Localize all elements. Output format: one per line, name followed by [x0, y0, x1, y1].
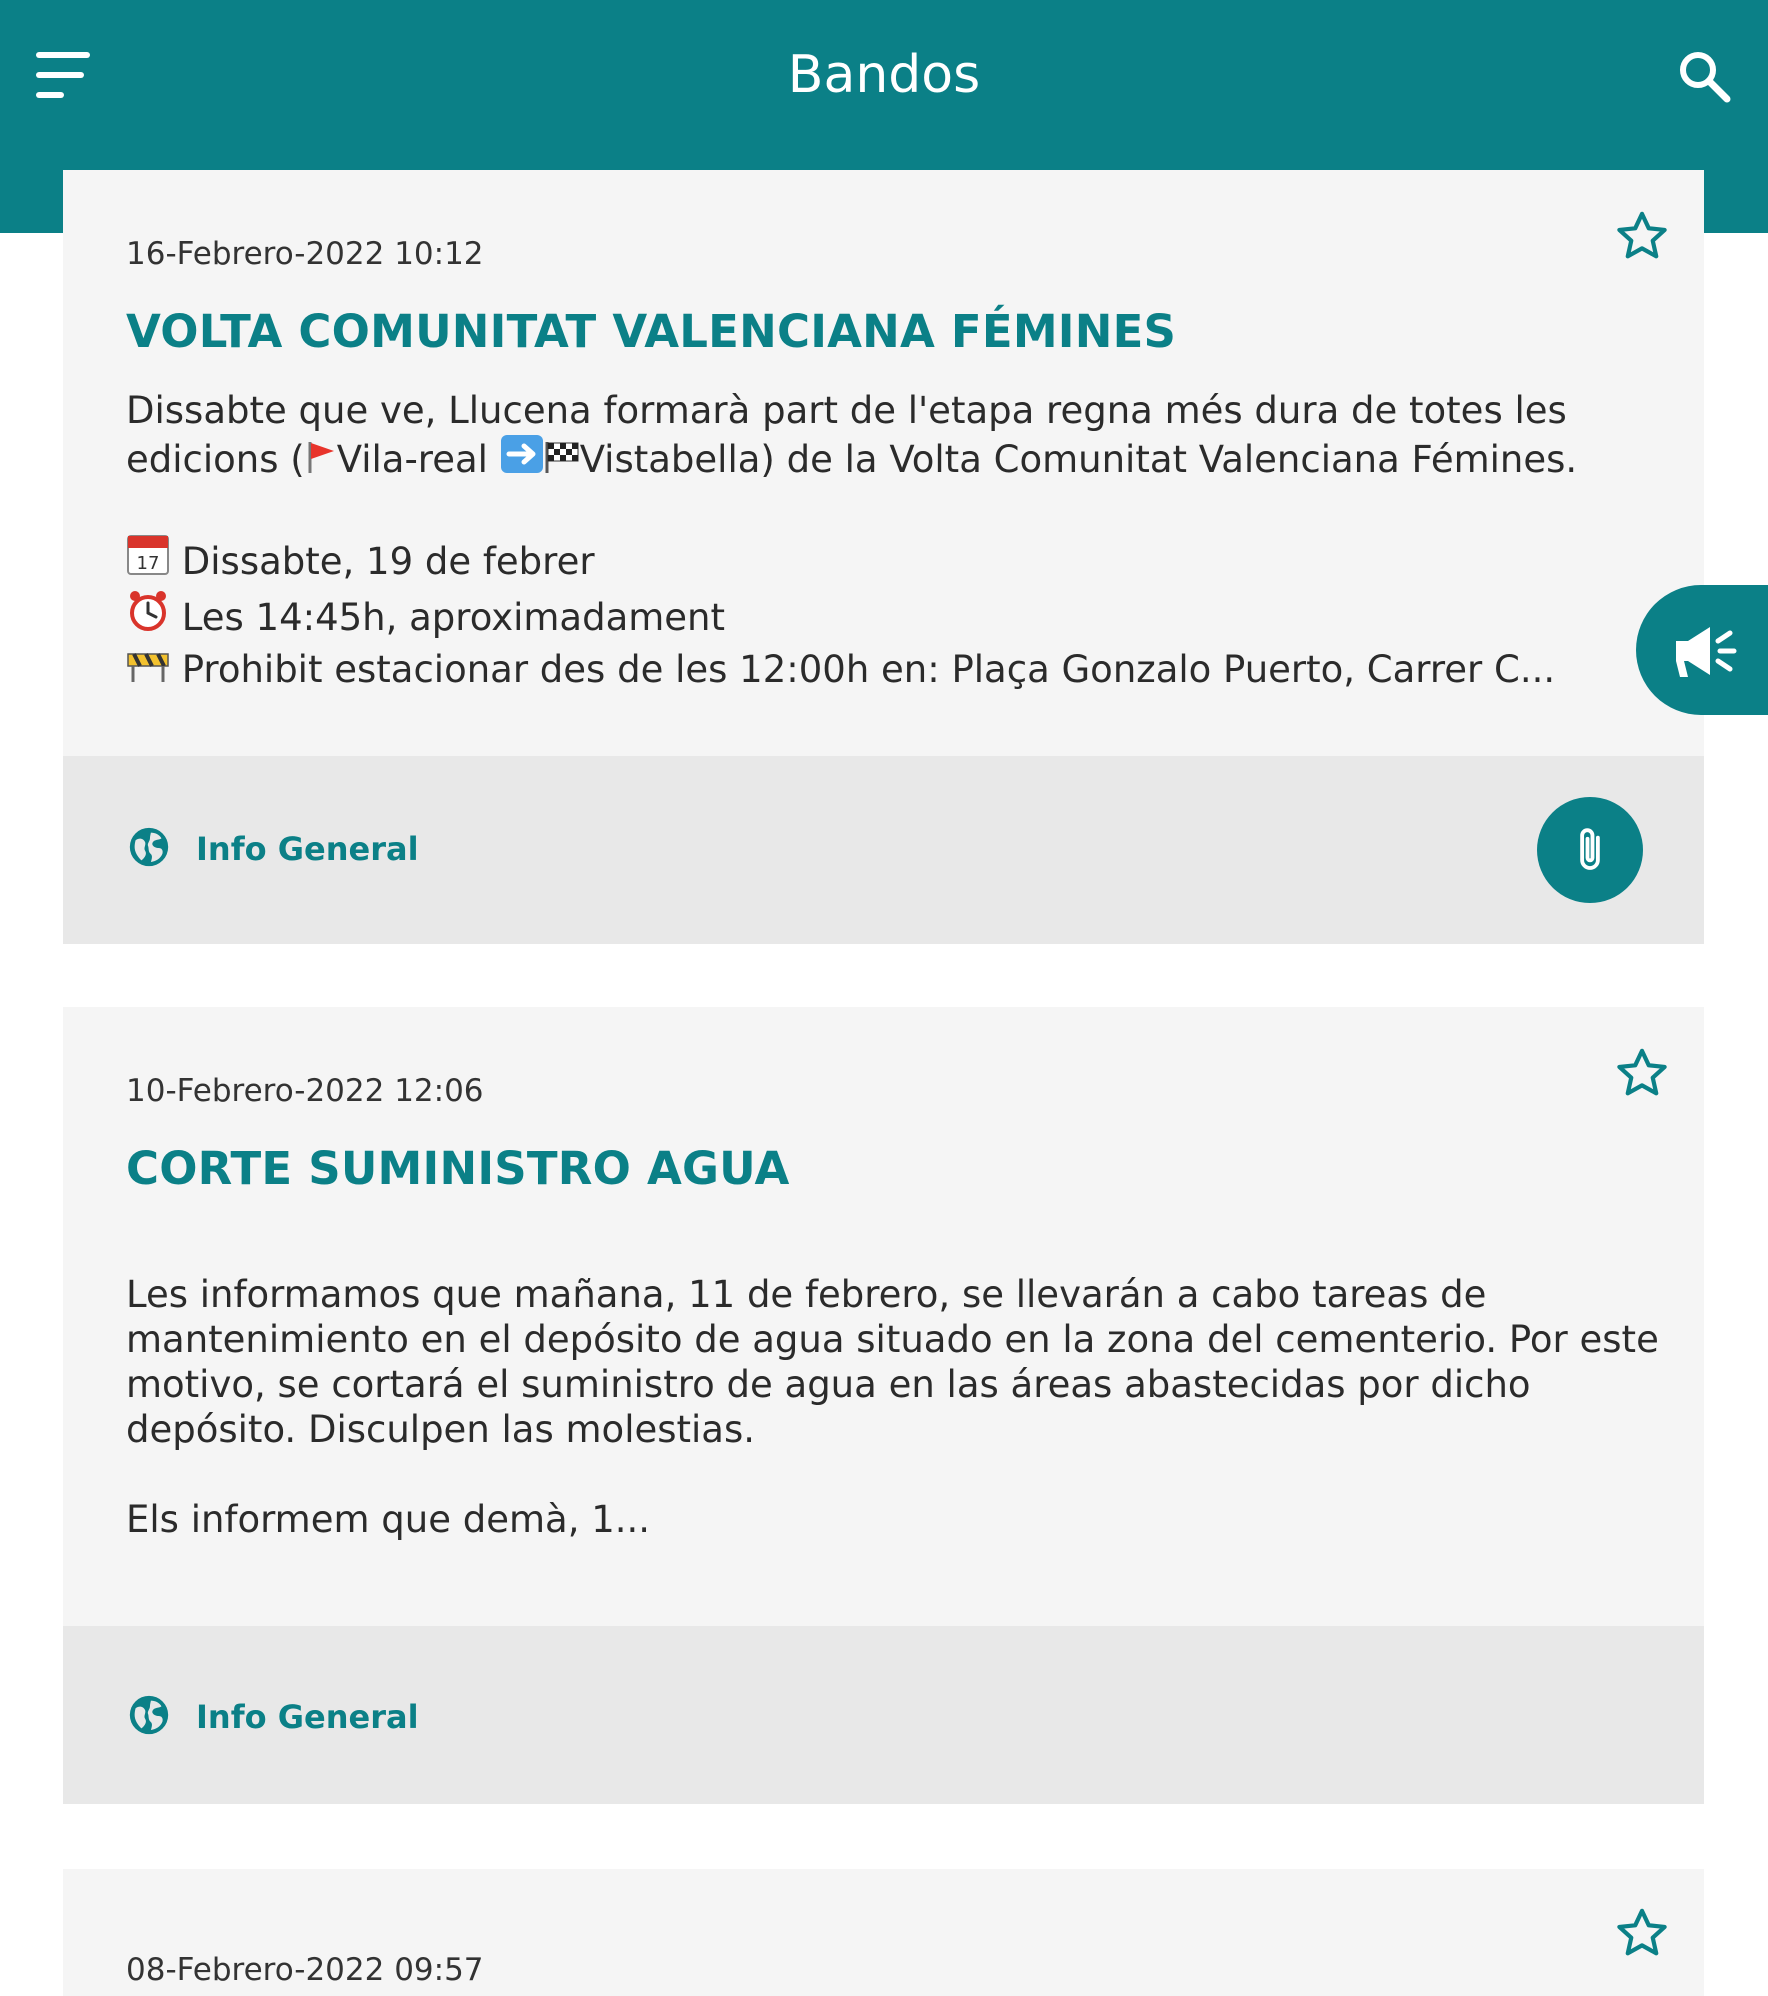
- card-body-text: Dissabte, 19 de febrer: [181, 540, 595, 583]
- card-body-text: Prohibit estacionar des de les 12:00h en: Plaça Gonzalo Puerto, Carrer C...: [181, 648, 1556, 691]
- card-body-text: Vila-real: [336, 438, 488, 481]
- favorite-star-icon[interactable]: [1614, 1905, 1670, 1961]
- card-footer: [63, 756, 1704, 944]
- card-body-text: Vistabella) de la Volta Comunitat Valenciana Fémines.: [579, 438, 1578, 481]
- card-footer: [63, 1626, 1704, 1804]
- card-body-line: Les informamos que mañana, 11 de febrero, se llevarán a cabo tareas de: [126, 1273, 1487, 1316]
- alarm-clock-emoji: [126, 588, 170, 644]
- category-label: Info General: [196, 830, 419, 868]
- category-label: Info General: [196, 1698, 419, 1736]
- red-flag-emoji: [305, 440, 337, 486]
- attachment-button[interactable]: [1537, 797, 1643, 903]
- card-body-line: [126, 644, 1666, 696]
- favorite-star-icon[interactable]: [1614, 208, 1670, 264]
- card-body-line: depósito. Disculpen las molestias.: [126, 1408, 756, 1451]
- card-body-text: edicions (: [126, 438, 305, 481]
- calendar-emoji: [126, 532, 170, 588]
- card-body: [126, 388, 1666, 696]
- bando-card[interactable]: [63, 1007, 1704, 1804]
- card-body-line: Els informem que demà, 1...: [126, 1498, 651, 1541]
- page-title: Bandos: [787, 45, 981, 105]
- paperclip-icon: [1563, 823, 1617, 877]
- globe-icon: [126, 1692, 172, 1742]
- right-arrow-emoji: [500, 434, 544, 486]
- bando-card[interactable]: [63, 1869, 1704, 1996]
- favorite-star-icon[interactable]: [1614, 1045, 1670, 1101]
- category-link[interactable]: [126, 1692, 419, 1742]
- roadblock-emoji: [126, 644, 170, 696]
- announcement-button[interactable]: [1636, 585, 1768, 715]
- card-title: VOLTA COMUNITAT VALENCIANA FÉMINES: [126, 305, 1177, 358]
- bando-card[interactable]: [63, 170, 1704, 944]
- card-title: CORTE SUMINISTRO AGUA: [126, 1142, 790, 1195]
- card-body-line: motivo, se cortará el suministro de agua en las áreas abastecidas por dicho: [126, 1363, 1531, 1406]
- card-date: 10-Febrero-2022 12:06: [126, 1073, 484, 1109]
- card-body-line: Dissabte que ve, Llucena formarà part de l'etapa regna més dura de totes les: [126, 389, 1567, 432]
- globe-icon: [126, 824, 172, 874]
- card-body: [126, 1272, 1666, 1542]
- card-date: 08-Febrero-2022 09:57: [126, 1952, 484, 1988]
- checkered-flag-emoji: [544, 440, 580, 486]
- card-body-line: mantenimiento en el depósito de agua situado en la zona del cementerio. Por este: [126, 1318, 1659, 1361]
- search-icon[interactable]: [1676, 48, 1732, 104]
- card-date: 16-Febrero-2022 10:12: [126, 236, 484, 272]
- card-body-line: [126, 532, 1666, 588]
- card-body-text: Les 14:45h, aproximadament: [181, 596, 726, 639]
- megaphone-icon: [1636, 585, 1768, 715]
- card-body-line: [126, 434, 1666, 486]
- card-body-line: [126, 588, 1666, 644]
- svg-text:17: 17: [136, 553, 160, 574]
- category-link[interactable]: [126, 824, 419, 874]
